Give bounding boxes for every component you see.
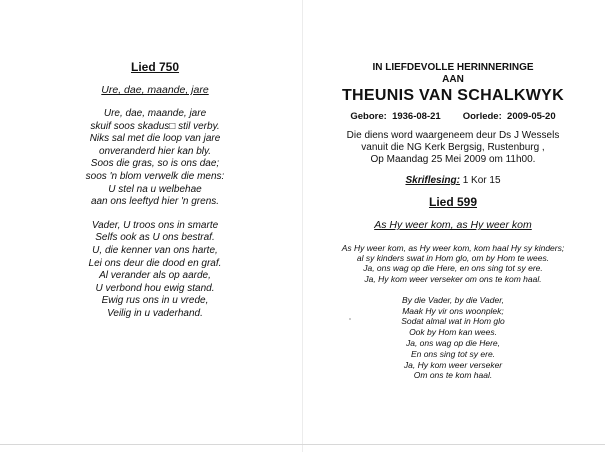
verse-line: As Hy weer kom, as Hy weer kom, kom haal Hy sy kinders;	[341, 243, 565, 253]
hymn-599-verse-1	[318, 243, 588, 284]
reading-label: Skriflesing:	[405, 175, 460, 186]
born-label: Gebore:	[350, 111, 387, 122]
verse-line: onveranderd hier kan bly.	[98, 145, 212, 157]
right-page	[318, 62, 588, 381]
died-date: 2009-05-20	[507, 111, 556, 122]
verse-line: Ure, dae, maande, jare	[103, 108, 207, 119]
verse-line: Niks sal met die loop van jare	[89, 133, 221, 145]
born-date: 1936-08-21	[392, 111, 441, 122]
verse-line: Al verander als op aarde,	[99, 270, 211, 282]
verse-line: Lei ons deur die dood en graf.	[88, 257, 222, 269]
reading-reference: 1 Kor 15	[462, 175, 501, 186]
verse-line: En ons sing tot sy ere.	[410, 348, 496, 359]
verse-line: Maak Hy vir ons woonplek;	[402, 305, 504, 316]
page-fold-line	[302, 0, 303, 452]
died-group	[463, 111, 556, 122]
deceased-name: THEUNIS VAN SCHALKWYK	[341, 87, 564, 104]
verse-line: Ja, ons wag op die Here,	[405, 338, 501, 348]
verse-line: U verbond hou ewig stand.	[95, 282, 215, 294]
hymn-599-verse-2	[318, 295, 588, 381]
hymn-599-subtitle: As Hy weer kom, as Hy weer kom	[374, 219, 532, 231]
hymn-750-title: Lied 750	[130, 60, 180, 74]
service-line: vanuit die NG Kerk Bergsig, Rustenburg ,	[361, 142, 545, 153]
verse-line: soos 'n blom verwelk die mens:	[85, 170, 225, 182]
memorial-heading: IN LIEFDEVOLLE HERINNERINGE	[372, 62, 534, 73]
verse-line: Soos die gras, so is ons dae;	[90, 158, 220, 170]
service-details	[318, 130, 588, 166]
hymn-750-verse-1	[40, 108, 270, 209]
verse-line: U stel na u welbehae	[108, 183, 202, 195]
memorial-heading-aan: AAN	[442, 74, 464, 85]
verse-line: al sy kinders swat in Hom glo, om by Hom te wees.	[356, 253, 550, 264]
service-line: Die diens word waargeneem deur Ds J Wessels	[346, 130, 560, 141]
verse-line: Ja, Hy kom weer verseker om ons te kom haal.	[364, 273, 542, 284]
verse-line: Veilig in u vaderhand.	[107, 307, 203, 319]
hymn-599-title: Lied 599	[428, 195, 478, 209]
died-label: Oorlede:	[462, 111, 502, 122]
verse-line: Ewig rus ons in u vrede,	[101, 295, 209, 307]
hymn-750-subtitle: Ure, dae, maande, jare	[101, 84, 209, 96]
verse-line: Ja, ons wag op die Here, en ons sing tot sy ere.	[363, 263, 543, 274]
born-group	[350, 111, 440, 122]
verse-line: Sodat almal wat in Hom glo	[401, 316, 505, 327]
verse-line: Selfs ook as U ons bestraf.	[95, 232, 215, 244]
bottom-edge-line	[0, 444, 605, 445]
verse-line: Vader, U troos ons in smarte	[91, 219, 219, 231]
verse-line: U, die kenner van ons harte,	[92, 244, 218, 256]
hymn-750-verse-2	[40, 220, 270, 321]
verse-line: By die Vader, by die Vader,	[402, 294, 504, 305]
scripture-reading	[318, 175, 588, 186]
verse-line: Ook by Hom kan wees.	[409, 327, 497, 338]
verse-line: Om ons te kom haal.	[413, 370, 493, 381]
left-page	[40, 60, 270, 332]
service-line: Op Maandag 25 Mei 2009 om 11h00.	[370, 154, 536, 165]
verse-line: aan ons leeftyd hier 'n grens.	[90, 196, 220, 208]
life-dates	[318, 111, 588, 122]
verse-line: skuif soos skadus□ stil verby.	[90, 120, 220, 132]
verse-line: Ja, Hy kom weer verseker	[403, 359, 503, 370]
